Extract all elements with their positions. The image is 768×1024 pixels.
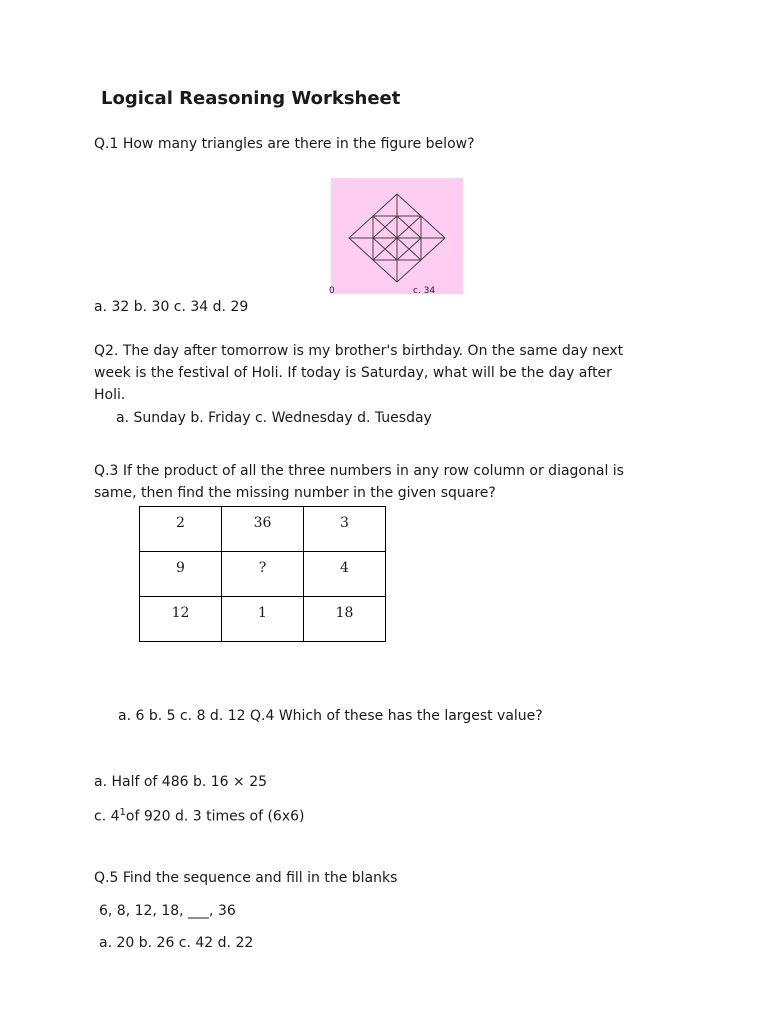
q4-options-line-1: a. Half of 486 b. 16 × 25 xyxy=(94,774,268,790)
q5-sequence: 6, 8, 12, 18, ___, 36 xyxy=(99,903,236,919)
q2-options: a. Sunday b. Friday c. Wednesday d. Tuesday xyxy=(116,410,432,426)
q3-line-1: Q.3 If the product of all the three numbers in any row column or diagonal is xyxy=(94,463,624,479)
grid-cell-missing: ? xyxy=(222,552,304,597)
q2-line-1: Q2. The day after tomorrow is my brother's birthday. On the same day next xyxy=(94,343,624,359)
q3-options-q4-question: a. 6 b. 5 c. 8 d. 12 Q.4 Which of these has the largest value? xyxy=(118,708,543,724)
page-title: Logical Reasoning Worksheet xyxy=(101,88,401,109)
grid-row xyxy=(140,552,386,597)
q3-line-2: same, then find the missing number in the given square? xyxy=(94,485,496,501)
grid-row xyxy=(140,507,386,552)
q1-question: Q.1 How many triangles are there in the figure below? xyxy=(94,136,475,152)
grid-cell: 1 xyxy=(222,597,304,642)
q4-option-c-suffix: of 920 d. 3 times of (6x6) xyxy=(125,808,305,825)
figure-fragment-right: c. 34 xyxy=(413,286,436,296)
q4-option-c-prefix: c. 4 xyxy=(94,808,120,825)
q2-line-2: week is the festival of Holi. If today is Saturday, what will be the day after xyxy=(94,365,612,381)
figure-fragment-left: 0 xyxy=(329,286,335,296)
q4-options-line-2 xyxy=(94,802,305,828)
q1-options: a. 32 b. 30 c. 34 d. 29 xyxy=(94,299,249,315)
grid-row xyxy=(140,597,386,642)
grid-cell: 4 xyxy=(304,552,386,597)
grid-cell: 3 xyxy=(304,507,386,552)
q4-option-c-sup: 1 xyxy=(119,807,126,818)
grid-cell: 2 xyxy=(140,507,222,552)
triangle-figure xyxy=(331,178,463,294)
q5-options: a. 20 b. 26 c. 42 d. 22 xyxy=(99,935,254,951)
q5-question: Q.5 Find the sequence and fill in the blanks xyxy=(94,870,398,886)
grid-cell: 36 xyxy=(222,507,304,552)
grid-cell: 12 xyxy=(140,597,222,642)
q2-line-3: Holi. xyxy=(94,387,126,403)
triangle-diagram xyxy=(345,192,449,284)
grid-cell: 18 xyxy=(304,597,386,642)
grid-cell: 9 xyxy=(140,552,222,597)
magic-square xyxy=(139,506,386,642)
